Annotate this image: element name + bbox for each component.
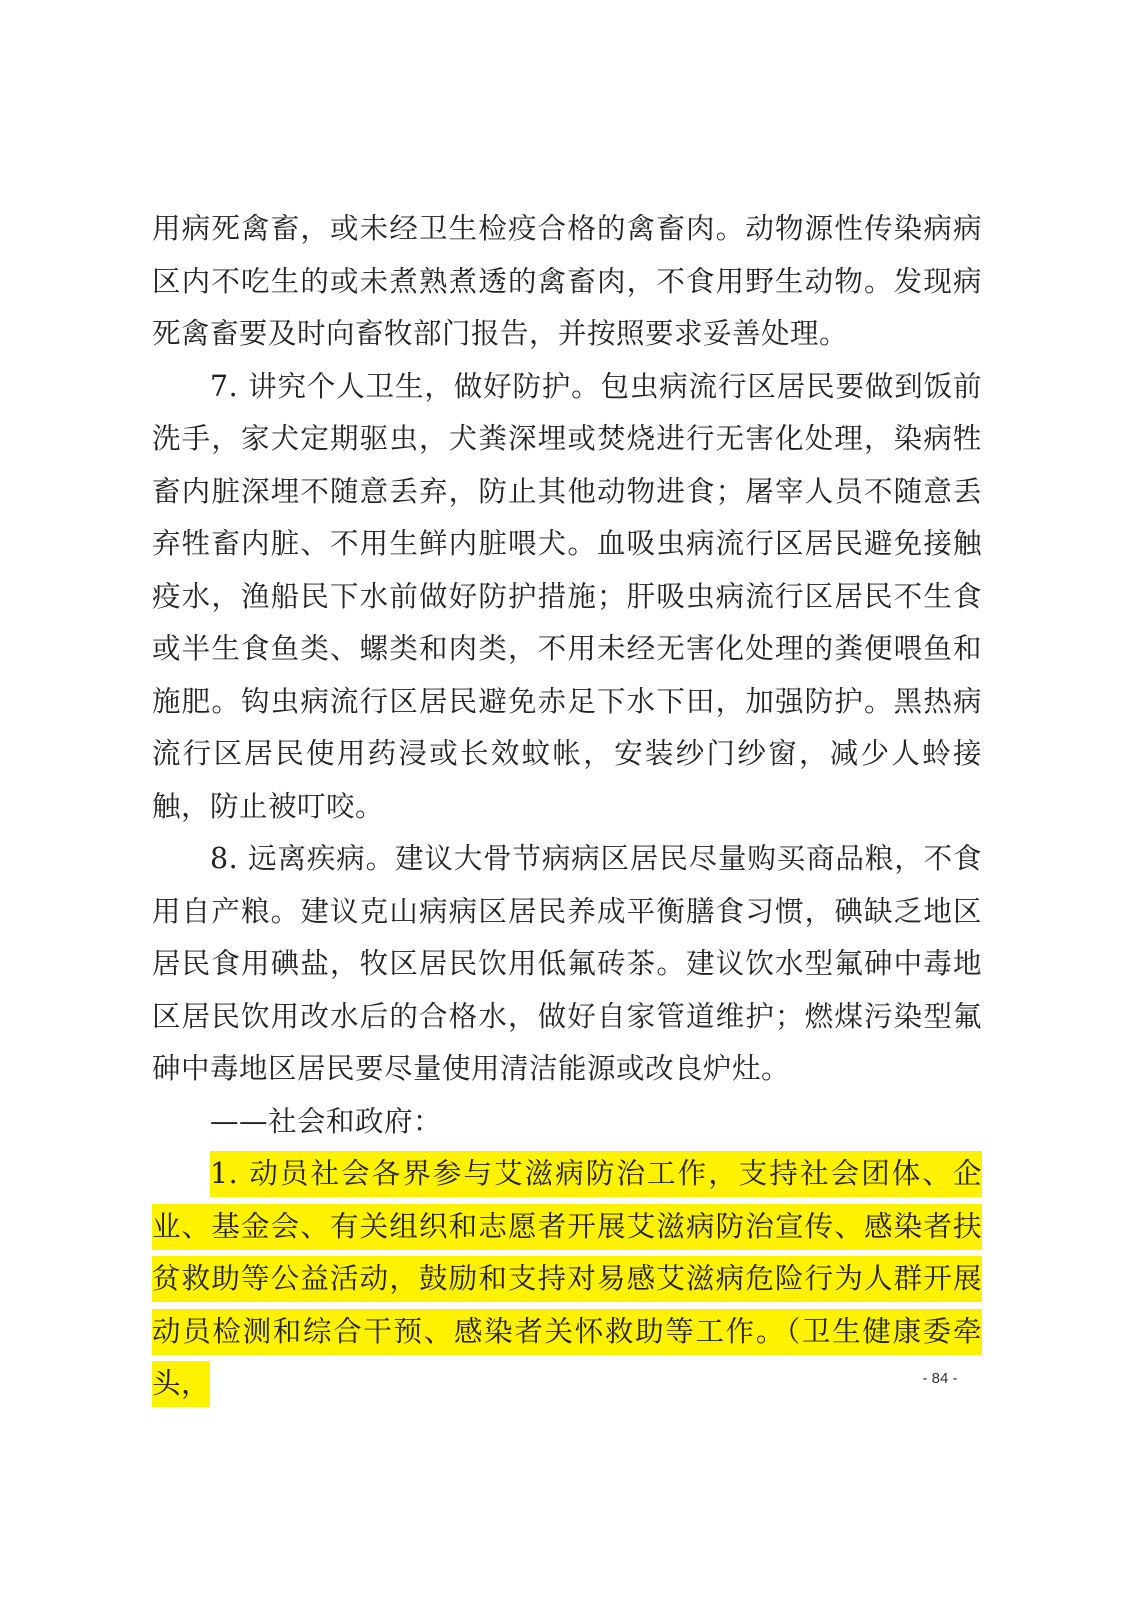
paragraph-food-safety: 用病死禽畜，或未经卫生检疫合格的禽畜肉。动物源性传染病病区内不吃生的或未煮熟煮透的禽畜肉，不食用野生动物。发现病死禽畜要及时向畜牧部门报告，并按照要求妥善处理。 [152,212,982,350]
highlighted-text: 1. 动员社会各界参与艾滋病防治工作，支持社会团体、企业、基金会、有关组织和志愿者开展艾滋病防治宣传、感染者扶贫救助等公益活动，鼓励和支持对易感艾滋病危险行为人群开展动员检测和综合干预、感染者关怀救助等工作。（卫生健康委牵头， [152,1151,982,1407]
highlighted-region [148,1148,988,1411]
paragraph-avoid-disease: 8. 远离疾病。建议大骨节病病区居民尽量购买商品粮，不食用自产粮。建议克山病病区居民养成平衡膳食习惯，碘缺乏地区居民食用碘盐，牧区居民饮用低氟砖茶。建议饮水型氟砷中毒地区居民饮用改水后的合格水，做好自家管道维护；燃煤污染型氟砷中毒地区居民要尽量使用清洁能源或改良炉灶。 [152,842,982,1085]
page-number: - 84 - [922,1370,958,1387]
paragraph-aids-prevention [148,1148,988,1411]
body-text [152,203,982,1411]
paragraph-personal-hygiene: 7. 讲究个人卫生，做好防护。包虫病流行区居民要做到饭前洗手，家犬定期驱虫，犬粪深埋或焚烧进行无害化处理，染病牲畜内脏深埋不随意丢弃，防止其他动物进食；屠宰人员不随意丢弃牲畜内脏、不用生鲜内脏喂犬。血吸虫病流行区居民避免接触疫水，渔船民下水前做好防护措施；肝吸虫病流行区居民不生食或半生食鱼类、螺类和肉类，不用未经无害化处理的粪便喂鱼和施肥。钩虫病流行区居民避免赤足下水下田，加强防护。黑热病流行区居民使用药浸或长效蚊帐，安装纱门纱窗，减少人蛉接触，防止被叮咬。 [152,369,982,823]
section-heading-society-government: ——社会和政府： [210,1104,443,1138]
